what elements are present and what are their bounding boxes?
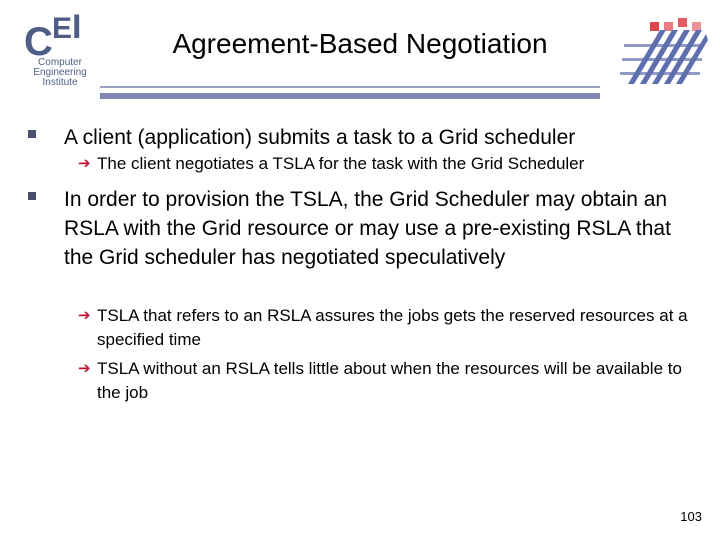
arrow-bullet-icon: ➔: [78, 306, 91, 324]
sub-bullet-2-1-text: TSLA that refers to an RSLA assures the jobs gets the reserved resources at a specified time: [97, 306, 688, 349]
sub-bullet-1-1-text: The client negotiates a TSLA for the task with the Grid Scheduler: [97, 154, 585, 173]
logo-line-2: Engineering: [33, 67, 87, 78]
logo-letter-e: E: [52, 12, 73, 45]
logo-letter-c: C: [24, 20, 53, 64]
page-number: 103: [680, 509, 702, 524]
arrow-bullet-icon: ➔: [78, 154, 91, 172]
bullet-2-text: In order to provision the TSLA, the Grid Scheduler may obtain an RSLA with the Grid resource or may use a pre-existing RSLA that the Grid scheduler has negotiated speculatively: [64, 188, 671, 269]
sub-bullet-2-2-text: TSLA without an RSLA tells little about when the resources will be available to the job: [97, 359, 682, 402]
square-bullet-icon: [28, 192, 36, 200]
logo-letter-i: I: [72, 8, 82, 46]
square-bullet-icon: [28, 130, 36, 138]
logo-line-3: Institute: [42, 77, 78, 88]
slide-title: Agreement-Based Negotiation: [172, 28, 548, 59]
arrow-bullet-icon: ➔: [78, 359, 91, 377]
logo-line-1: Computer: [38, 57, 82, 68]
bullet-1-text: A client (application) submits a task to a Grid scheduler: [64, 126, 576, 149]
